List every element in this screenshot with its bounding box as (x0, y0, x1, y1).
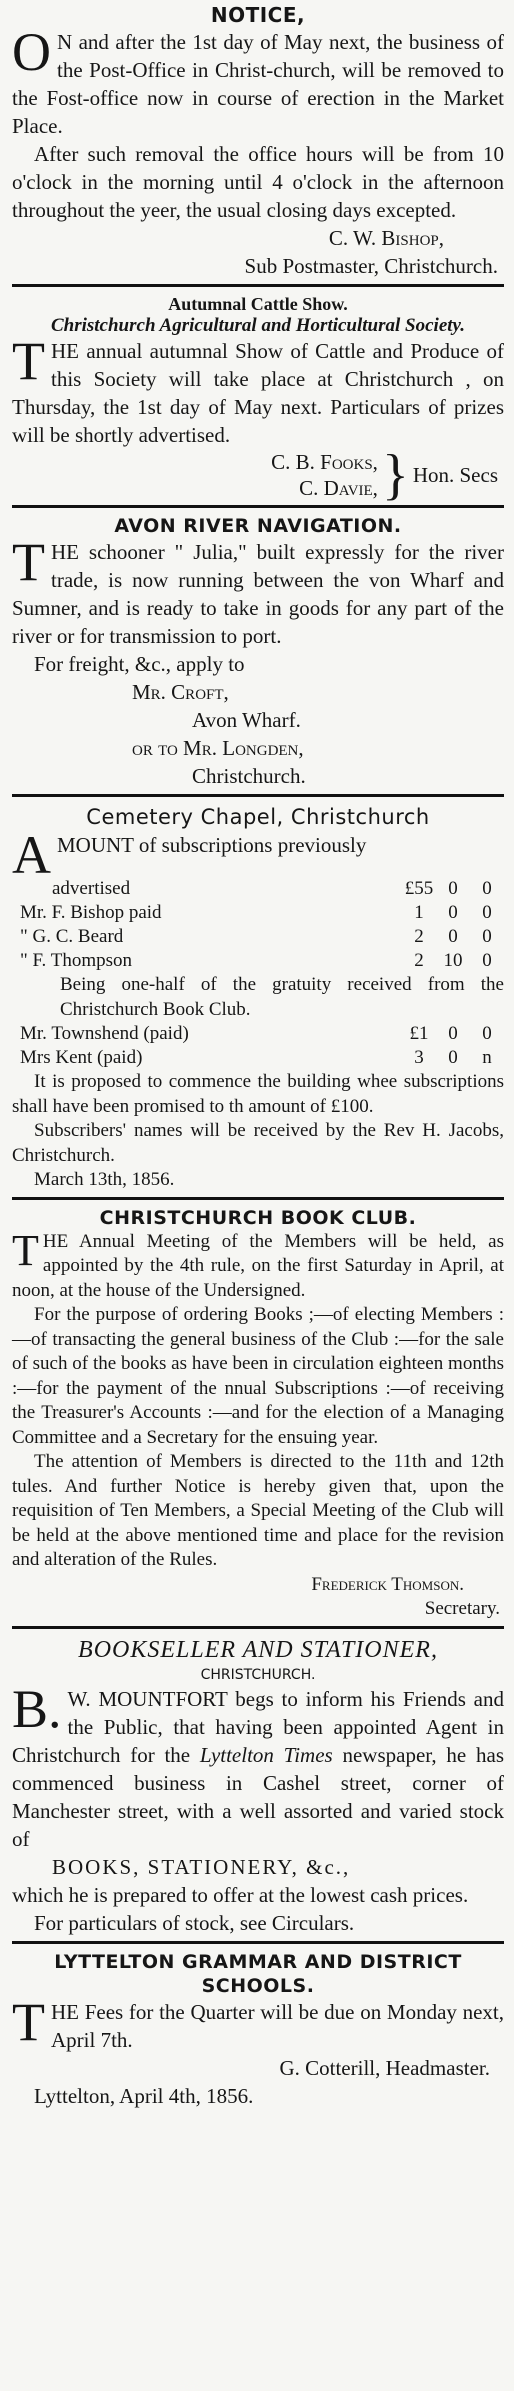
cattle-show-body-text: HE annual autumnal Show of Cattle and Produce of this Society will take place at Christchurch , on Thursday, the 1st day of May next. Particulars of prizes will be shortly advertised. (12, 339, 504, 447)
avon-river-advertisement (12, 514, 504, 790)
row-pounds: 3 (414, 1047, 424, 1068)
secretary-name-1: C. B. Fooks, (271, 450, 378, 474)
secretary-name-2: C. Davie, (299, 476, 378, 500)
avon-contact-2: or to Mr. Longden, (132, 736, 304, 760)
row-pence: n (482, 1047, 492, 1068)
row-name: " F. Thompson (20, 950, 132, 971)
avon-contact-1-place: Avon Wharf. (192, 708, 301, 732)
row-pounds: 1 (414, 902, 424, 923)
cattle-show-advertisement (12, 293, 504, 506)
cemetery-dropcap: A (12, 825, 51, 885)
grammar-body (12, 1991, 504, 2054)
notice-paragraph-1 (12, 22, 504, 140)
table-row (12, 949, 504, 973)
subscription-table-2 (12, 1022, 504, 1070)
divider (12, 1626, 504, 1629)
bookseller-heading: BOOKSELLER AND STATIONER, (78, 1636, 438, 1663)
avon-body-text: HE schooner " Julia," built expressly for the river trade, is now running between the von Wharf and Sumner, and is ready to take in goods for any part of the river or for transmission to port. (12, 540, 504, 648)
cattle-show-heading: Autumnal Cattle Show. (168, 294, 348, 314)
cemetery-intro-text: MOUNT of subscriptions previously (57, 833, 367, 857)
row-shillings: 0 (448, 1047, 458, 1068)
book-club-paragraph-2: For the purpose of ordering Books ;—of electing Members :—of transacting the general business of the Club :—for the sale of such of the books as have been in circulation eighteen months :—for the payment of the nnual Subscriptions :—of receiving the Treasurer's Accounts :—and for the election of a Managing Committee and a Secretary for the ensuing year. (12, 1304, 504, 1448)
cemetery-intro (12, 825, 504, 885)
row-name: Mr. F. Bishop paid (20, 902, 162, 923)
row-name: Mrs Kent (paid) (20, 1047, 143, 1068)
hon-secs-label: Hon. Secs (412, 463, 498, 487)
cemetery-proposal: It is proposed to commence the building whee subscriptions shall have been promised to th amount of £100. (12, 1071, 504, 1117)
table-row (12, 1046, 504, 1070)
row-name: Mr. Townshend (paid) (20, 1023, 189, 1044)
cattle-show-secretary-names (271, 449, 378, 501)
cattle-show-secretaries (12, 444, 504, 506)
bookseller-offer: which he is prepared to offer at the lowest cash prices. (12, 1882, 469, 1907)
divider (12, 1941, 504, 1944)
book-club-advertisement (12, 1206, 504, 1622)
bookseller-advertisement (12, 1635, 504, 1937)
notice-signature-name: C. W. Bishop, (328, 226, 444, 250)
table-row (12, 901, 504, 925)
table-row (12, 877, 504, 901)
divider (12, 284, 504, 287)
notice-dropcap: O (12, 22, 51, 82)
book-club-paragraph-3: The attention of Members is directed to the 11th and 12th tules. And further Notice is hereby given that, upon the requisition of Ten Members, a Special Meeting of the Club will be held at the above mentioned time and place for the revision and alteration of the Rules. (12, 1451, 504, 1570)
row-pence: 0 (482, 926, 492, 947)
cemetery-date: March 13th, 1856. (34, 1169, 175, 1190)
bookseller-body-pre: W. MOUNTFORT begs to inform his Friends and the Public, that having been appointed Agent in Christchurch for the (12, 1686, 504, 1767)
cemetery-advertisement (12, 803, 504, 1193)
row-shillings: 0 (448, 878, 458, 899)
row-shillings: 0 (448, 902, 458, 923)
table-row (12, 925, 504, 949)
avon-contact-1: Mr. Croft, (132, 680, 229, 704)
newspaper-title: Lyttelton Times (199, 1742, 333, 1767)
row-pence: 0 (482, 950, 492, 971)
row-name: advertised (52, 878, 131, 899)
bookseller-dropcap: B. (12, 1678, 62, 1739)
grammar-school-advertisement (12, 1950, 504, 2110)
notice-paragraph-2: After such removal the office hours will be from 10 o'clock in the morning until 4 o'clock in the afternoon throughout the yeer, the usual closing days excepted. (12, 142, 504, 222)
book-club-paragraph-1-text: HE Annual Meeting of the Members will be held, as appointed by the 4th rule, on the first Saturday in April, at noon, at the house of the Undersigned. (12, 1230, 504, 1301)
avon-freight-line: For freight, &c., apply to (34, 652, 245, 676)
notice-heading: NOTICE, (210, 3, 306, 27)
divider (12, 1197, 504, 1200)
row-shillings: 10 (443, 950, 463, 971)
notice-signature-title: Sub Postmaster, Christchurch. (244, 254, 498, 278)
bookseller-stock: BOOKS, STATIONERY, &c., (52, 1854, 351, 1879)
notice-paragraph-1-text: N and after the 1st day of May next, the business of the Post-Office in Christ-church, will be removed to the Fost-office now in course of erection in the Market Place. (12, 30, 504, 138)
row-pence: 0 (482, 878, 492, 899)
row-shillings: 0 (448, 926, 458, 947)
table-row (12, 1022, 504, 1046)
row-pence: 0 (482, 902, 492, 923)
cemetery-gratuity-note: Being one-half of the gratuity received from the Christchurch Book Club. (60, 974, 504, 1020)
grammar-body-text: HE Fees for the Quarter will be due on Monday next, April 7th. (51, 1999, 504, 2052)
bookseller-body (12, 1678, 504, 1853)
subscription-table (12, 877, 504, 973)
row-shillings: 0 (448, 1023, 458, 1044)
book-club-dropcap: T (12, 1225, 39, 1275)
book-club-heading: CHRISTCHURCH BOOK CLUB. (99, 1206, 417, 1229)
divider (12, 794, 504, 797)
cemetery-receipt: Subscribers' names will be received by the Rev H. Jacobs, Christchurch. (12, 1120, 504, 1166)
bookseller-circulars: For particulars of stock, see Circulars. (34, 1910, 355, 1935)
divider (12, 505, 504, 508)
book-club-paragraph-1 (12, 1225, 504, 1304)
avon-heading: AVON RIVER NAVIGATION. (114, 515, 402, 537)
avon-body (12, 532, 504, 650)
cattle-show-body (12, 331, 504, 449)
cattle-show-dropcap: T (12, 331, 45, 391)
grammar-signature: G. Cotterill, Headmaster. (279, 2055, 490, 2080)
avon-dropcap: T (12, 532, 45, 592)
grammar-heading: LYTTELTON GRAMMAR AND DISTRICT SCHOOLS. (54, 1950, 462, 1997)
avon-contact-2-place: Christchurch. (192, 764, 306, 788)
row-pounds: £1 (409, 1023, 429, 1044)
row-pounds: 2 (414, 950, 424, 971)
grammar-date: Lyttelton, April 4th, 1856. (34, 2083, 254, 2108)
book-club-signature-name: Frederick Thomson. (311, 1573, 464, 1595)
bookseller-body-post: newspaper, he has commenced business in Cashel street, corner of Manchester street, with a well assorted and varied stock of (12, 1742, 504, 1851)
cemetery-heading: Cemetery Chapel, Christchurch (86, 805, 430, 829)
notice-advertisement (12, 0, 504, 280)
row-name: " G. C. Beard (20, 926, 124, 947)
grammar-dropcap: T (12, 1991, 45, 2052)
bookseller-place: CHRISTCHURCH. (200, 1666, 316, 1683)
brace-glyph: } (381, 444, 409, 506)
row-pounds: 2 (414, 926, 424, 947)
row-pence: 0 (482, 1023, 492, 1044)
row-pounds: £55 (404, 878, 434, 899)
book-club-signature-title: Secretary. (424, 1598, 500, 1619)
cattle-show-subheading: Christchurch Agricultural and Horticultural Society. (50, 315, 466, 336)
